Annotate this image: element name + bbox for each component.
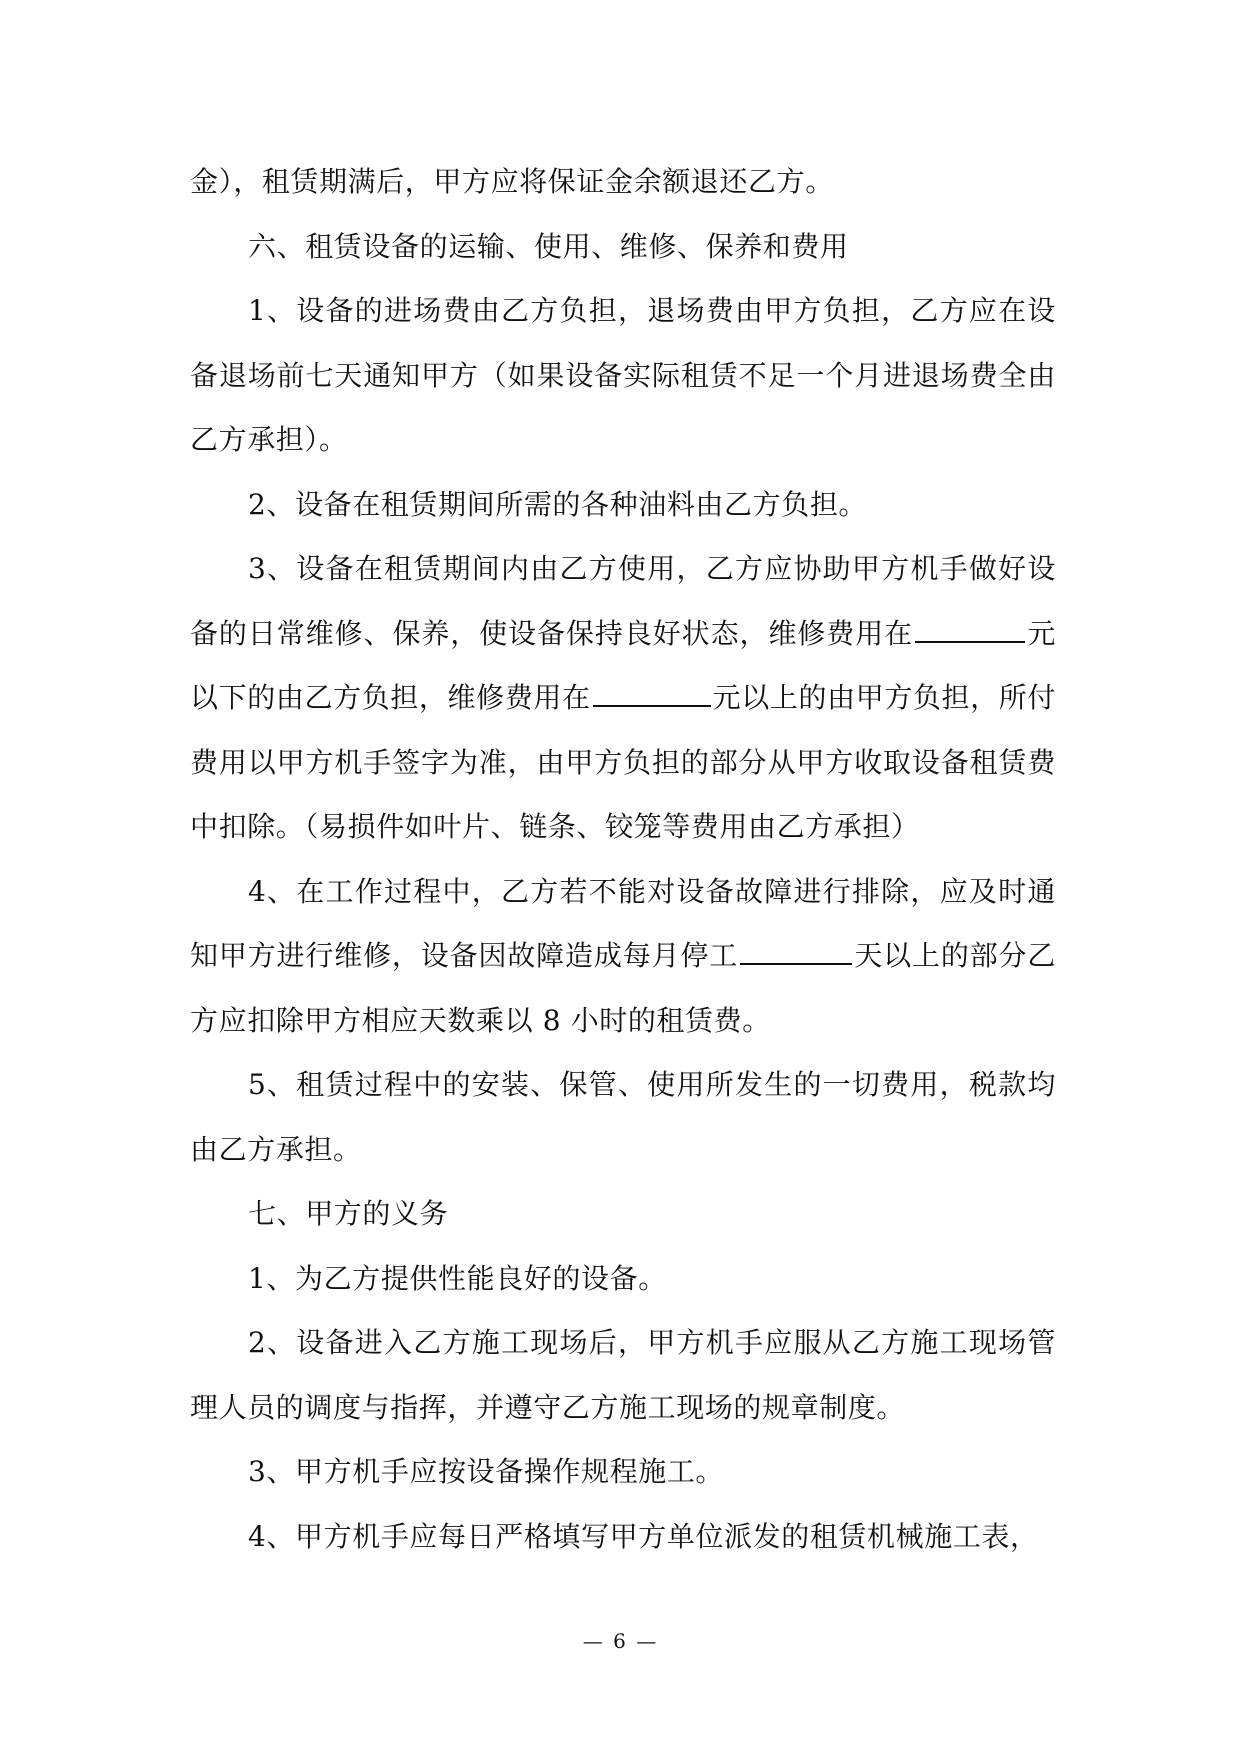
clause-6-4 bbox=[190, 860, 1056, 1054]
clause-7-3: 3、甲方机手应按设备操作规程施工。 bbox=[248, 1455, 725, 1488]
blank-repair-upper-amount bbox=[593, 679, 711, 707]
clause-7-4: 4、甲方机手应每日严格填写甲方单位派发的租赁机械施工表， bbox=[248, 1519, 1039, 1553]
clause-6-3-part-1: 3、设备在租赁期间内由乙方使用，乙方应协助甲方机手做好设备的日常维修、保养，使设备保持良好状态，维修费用在 bbox=[190, 552, 1056, 650]
clause-6-3 bbox=[190, 537, 1056, 860]
clause-6-2: 2、设备在租赁期间所需的各种油料由乙方负担。 bbox=[248, 487, 868, 521]
clause-6-4-part-1: 4、在工作过程中，乙方若不能对设备故障进行排除，应及时通知甲方进行维修，设备因故障造成每月停工 bbox=[190, 874, 1056, 972]
document-body bbox=[190, 150, 1056, 1569]
paragraph-deposit-refund: 金），租赁期满后，甲方应将保证金余额退还乙方。 bbox=[190, 165, 834, 198]
clause-6-1: 1、设备的进场费由乙方负担，退场费由甲方负担，乙方应在设备退场前七天通知甲方（如果设备实际租赁不足一个月进退场费全由乙方承担）。 bbox=[190, 294, 1056, 456]
clause-7-1: 1、为乙方提供性能良好的设备。 bbox=[248, 1261, 667, 1295]
page-number: — 6 — bbox=[582, 1629, 659, 1653]
clause-6-3-part-2: 元以下的由乙方负担，维修费用在 bbox=[190, 616, 1056, 714]
section-heading-seven: 七、甲方的义务 bbox=[248, 1197, 449, 1230]
clause-6-3-part-3: 元以上的由甲方负担，所付费用以甲方机手签字为准，由甲方负担的部分从甲方收取设备租赁费中扣除。（易损件如叶片、链条、铰笼等费用由乙方承担） bbox=[190, 681, 1057, 843]
blank-repair-lower-amount bbox=[915, 615, 1025, 643]
clause-6-4-part-2: 天以上的部分乙方应扣除甲方相应天数乘以 8 小时的租赁费。 bbox=[190, 939, 1056, 1037]
section-heading-six: 六、租赁设备的运输、使用、维修、保养和费用 bbox=[248, 229, 849, 263]
clause-6-5: 5、租赁过程中的安装、保管、使用所发生的一切费用，税款均由乙方承担。 bbox=[190, 1068, 1056, 1166]
clause-7-2: 2、设备进入乙方施工现场后，甲方机手应服从乙方施工现场管理人员的调度与指挥，并遵守乙方施工现场的规章制度。 bbox=[190, 1326, 1056, 1424]
blank-downtime-days bbox=[740, 937, 852, 965]
